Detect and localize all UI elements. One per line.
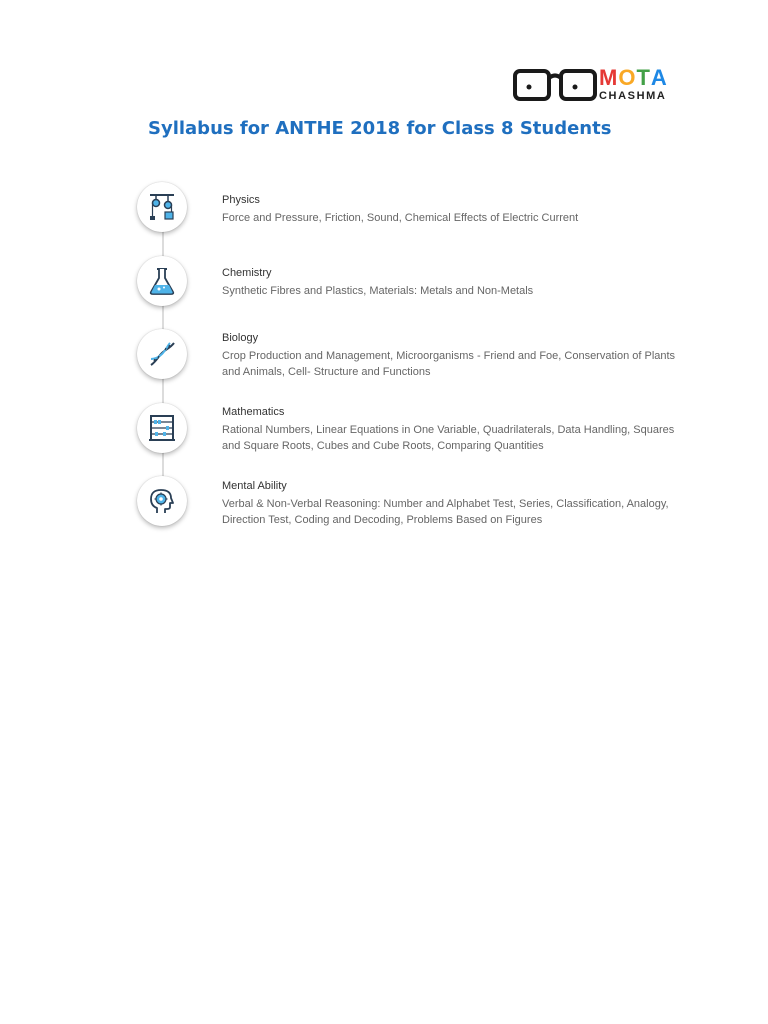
subject-name: Mental Ability [222,480,287,492]
subject-name: Mathematics [222,406,285,418]
dna-icon [147,339,177,369]
flask-icon [147,266,177,296]
subject-topics: Crop Production and Management, Microorganisms - Friend and Foe, Conservation of Plants and Animals, Cell- Structure and Functions [222,350,676,378]
subject-topics: Rational Numbers, Linear Equations in One Variable, Quadrilaterals, Data Handling, Squares and Square Roots, Cubes and Cube Roots, Comparing Quantities [222,424,675,452]
page-title: Syllabus for ANTHE 2018 for Class 8 Students [148,118,612,139]
mental-ability-icon-badge [137,476,187,526]
physics-icon-badge [137,182,187,232]
mathematics-icon-badge [137,403,187,453]
logo-letter: T [636,65,651,90]
subject-topics: Verbal & Non-Verbal Reasoning: Number and Alphabet Test, Series, Classification, Analogy, Direction Test, Coding and Decoding, Problems Based on Figures [222,498,669,526]
subject-biology [222,331,682,380]
subject-name: Physics [222,194,260,206]
logo-subtext: CHASHMA [599,90,667,102]
logo-letter: O [618,65,637,90]
subject-name: Biology [222,332,259,344]
subject-mental-ability [222,479,682,528]
subject-topics: Synthetic Fibres and Plastics, Materials: Metals and Non-Metals [222,285,534,297]
abacus-icon [147,413,177,443]
subject-mathematics [222,405,682,454]
logo-letter: A [650,65,668,90]
subject-topics: Force and Pressure, Friction, Sound, Chemical Effects of Electric Current [222,212,579,224]
logo-letter: M [599,65,619,90]
subject-physics [222,193,682,226]
subject-name: Chemistry [222,267,272,279]
subject-chemistry [222,266,682,299]
pulley-icon [147,192,177,222]
chemistry-icon-badge [137,256,187,306]
brain-head-icon [147,486,177,516]
biology-icon-badge [137,329,187,379]
